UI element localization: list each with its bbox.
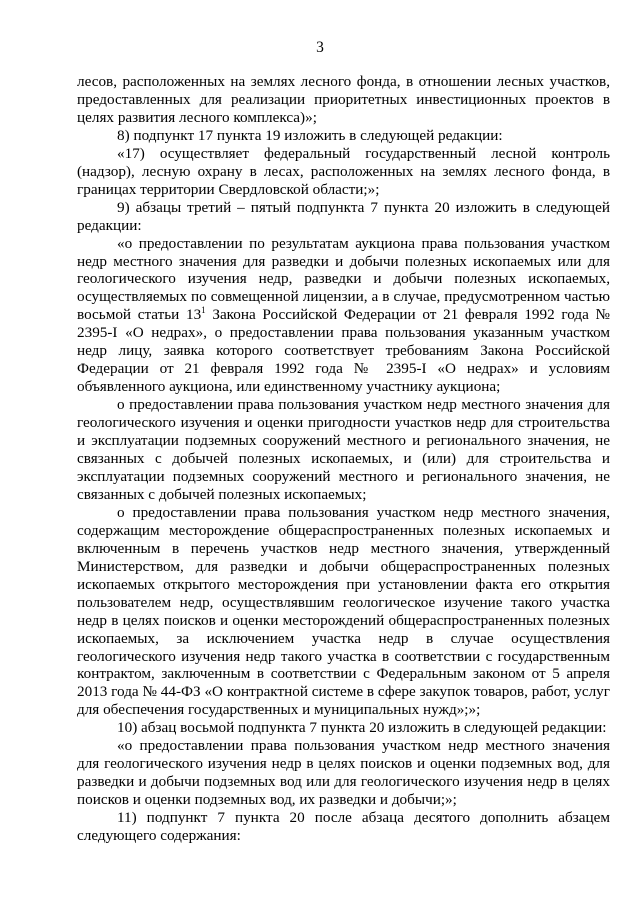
paragraph-continuation: лесов, расположенных на землях лесного фонда, в отношении лесных участков, предоставленных для реализации приоритетных инвестиционных проектов в целях развития лесного комплекса)»; [77,73,610,126]
paragraph-auction-rights-part1: «о предоставлении по результатам аукциона права пользования участком недр местного значения для разведки и добычи полезных ископаемых или для геологического изучения недр, разведки и добычи полезных ископаемых, осуществляемых по совмещенной лицензии, а в случае, предусмотренном частью восьмой статьи 13 [77,234,610,324]
paragraph-auction-rights-part2: Закона Российской Федерации от 21 февраля 1992 года № 2395-I «О недрах», о предоставлении права пользования указанным участком недр лицу, заявка которого соответствует требованиям Закона Российской Федерации от 21 февраля 1992 года № 2395-I «О недрах» и условиям объявленного аукциона, или единственному участнику аукциона; [77,306,610,396]
paragraph-item-10: 10) абзац восьмой подпункта 7 пункта 20 изложить в следующей редакции: [117,719,607,737]
paragraph-item-11: 11) подпункт 7 пункта 20 после абзаца десятого дополнить абзацем следующего содержания: [77,809,610,845]
paragraph-auction-rights [77,235,610,397]
paragraph-item-17-text: «17) осуществляет федеральный государственный лесной контроль (надзор), лесную охрану в лесах, расположенных на землях лесного фонда, в границах территории Свердловской области;»; [77,144,610,198]
document-body [77,73,610,845]
paragraph-item-8: 8) подпункт 17 пункта 19 изложить в следующей редакции: [117,126,503,144]
paragraph-common-minerals: о предоставлении права пользования участком недр местного значения, содержащим месторождение общераспространенных полезных ископаемых и включенным в перечень участков недр местного значения, утвержденный Министерством, для разведки и добычи общераспространенных полезных ископаемых открытого месторождения при установлении факта его открытия пользователем недр, осуществлявшим геологическое изучение такого участка недр в целях поисков и оценки месторождений общераспространенных полезных ископаемых, за исключением участка недр в случае осуществления геологического изучения недр такого участка в соответствии с государственным контрактом, заключенным в соответствии с Федеральным законом от 5 апреля 2013 года № 44-ФЗ «О контрактной системе в сфере закупок товаров, работ, услуг для обеспечения государственных и муниципальных нужд»;»; [77,503,610,719]
article-superscript: 1 [201,305,206,316]
paragraph-item-9: 9) абзацы третий – пятый подпункта 7 пункта 20 изложить в следующей редакции: [77,198,610,234]
paragraph-underground-structures: о предоставлении права пользования участком недр местного значения для геологического изучения и оценки пригодности участков недр для строительства и эксплуатации подземных сооружений местного и регионального значения, не связанных с добычей полезных ископаемых, и (или) для строительства и эксплуатации подземных сооружений местного и регионального значения, не связанных с добычей полезных ископаемых; [77,396,610,503]
page-number: 3 [316,39,324,56]
paragraph-groundwater: «о предоставлении права пользования участком недр местного значения для геологического изучения недр в целях поисков и оценки подземных вод, для разведки и добычи подземных вод или для геологического изучения недр в целях поисков и оценки подземных вод, их разведки и добычи;»; [77,737,610,809]
